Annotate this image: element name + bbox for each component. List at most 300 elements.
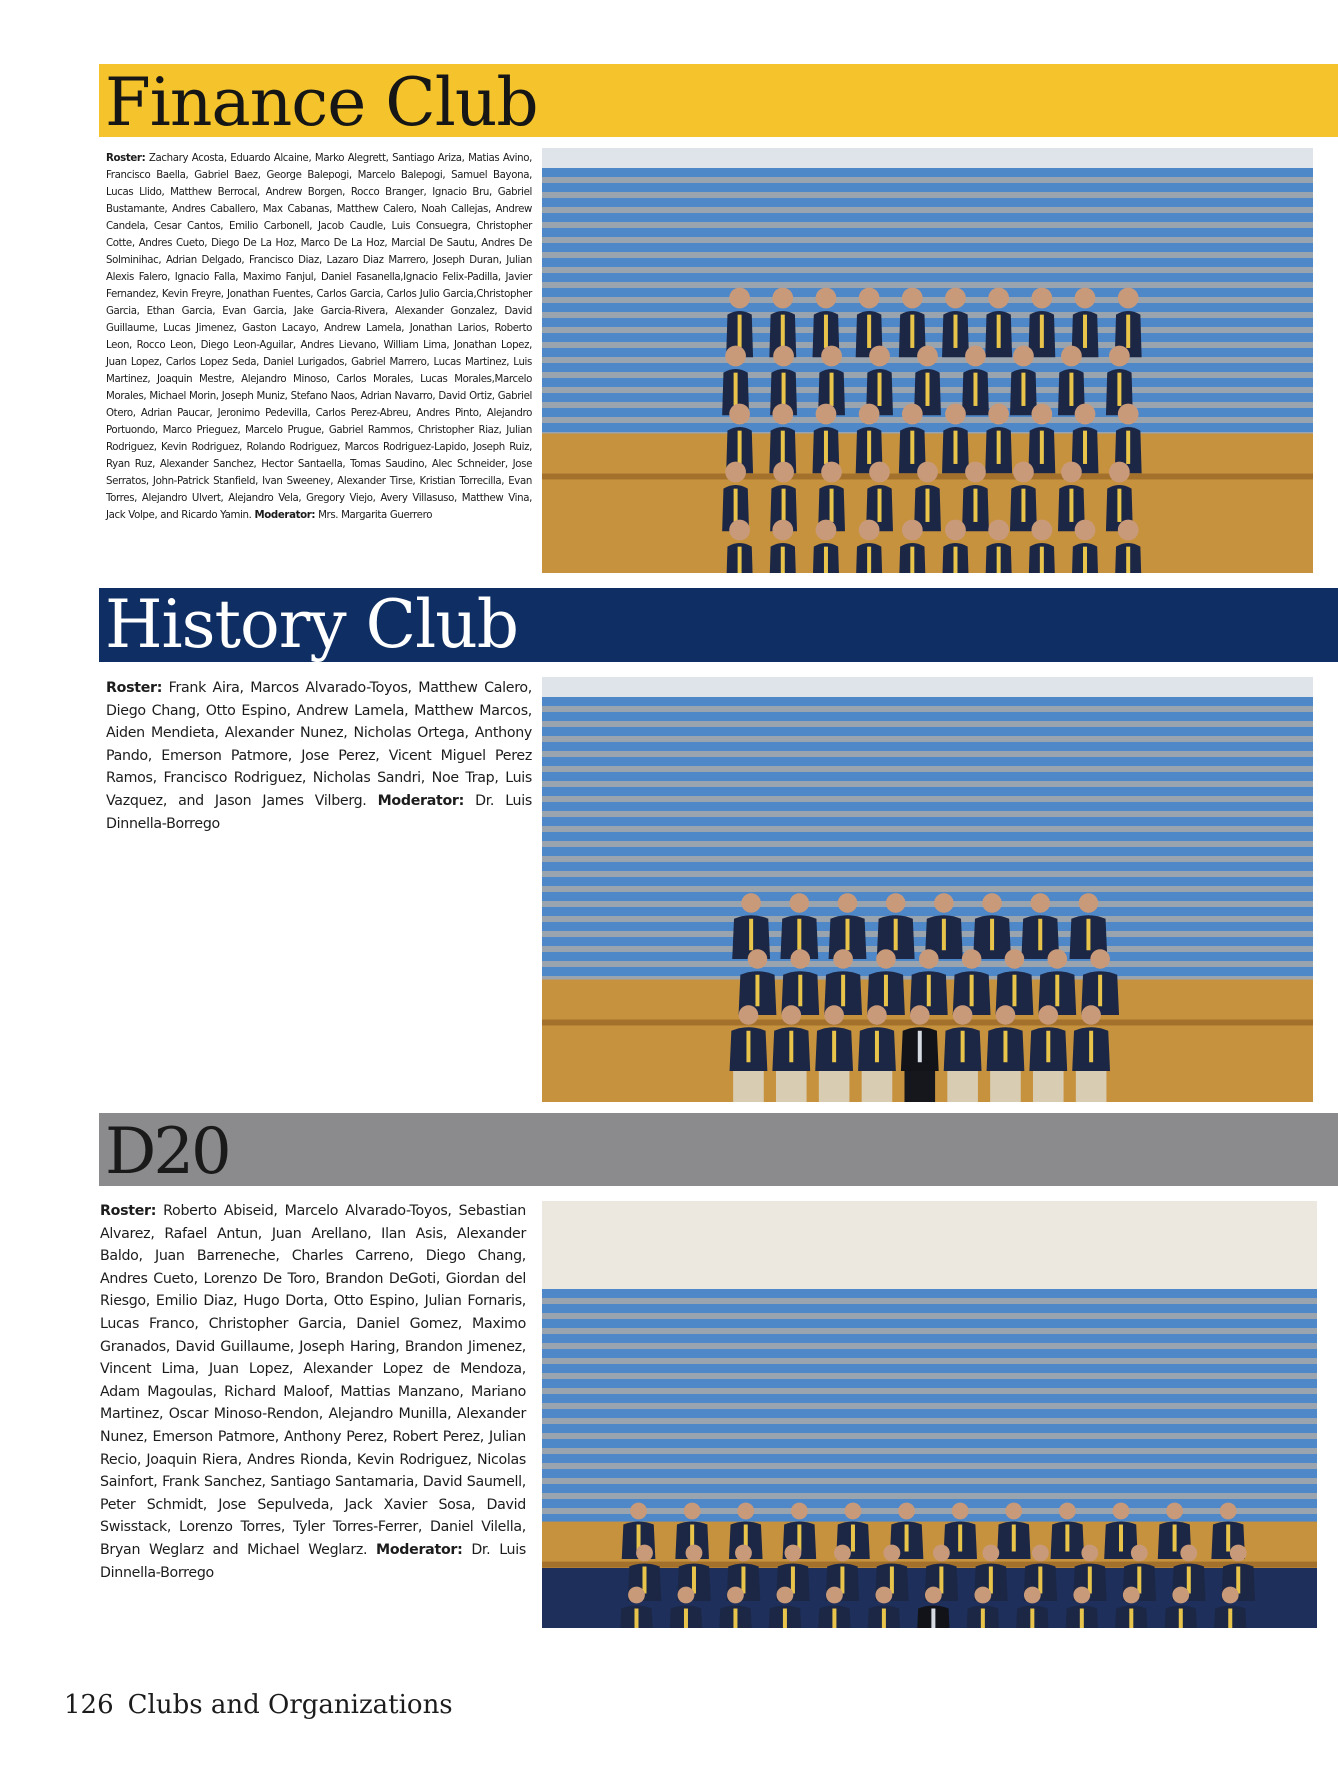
bleacher-row: [542, 288, 1313, 297]
bleacher-row: [542, 318, 1313, 327]
person-head: [1118, 288, 1139, 309]
bleacher-step: [542, 901, 1313, 907]
bleacher-step: [542, 1433, 1317, 1439]
person-head: [1222, 1587, 1239, 1604]
person-tie: [910, 431, 914, 464]
person-tie: [692, 1567, 696, 1594]
bleacher-step: [542, 1403, 1317, 1409]
person-head: [630, 1503, 647, 1520]
person-tie: [894, 919, 898, 951]
person-tie: [738, 431, 742, 464]
person-tie: [1055, 975, 1059, 1007]
person-tie: [782, 373, 786, 406]
moderator-label: Moderator:: [254, 510, 316, 521]
bleacher-step: [542, 826, 1313, 832]
bleacher-row: [542, 303, 1313, 312]
bleacher-row: [542, 168, 1313, 177]
roster-label: Roster:: [100, 1203, 157, 1219]
person-tie: [1012, 975, 1016, 1007]
d20-roster: [100, 1200, 526, 1584]
bleacher-step: [542, 856, 1313, 862]
person-head: [826, 1587, 843, 1604]
person-head: [934, 893, 954, 913]
person-tie: [878, 373, 882, 406]
person-tie: [910, 547, 914, 573]
moderator-label: Moderator:: [376, 1541, 463, 1558]
person-head: [686, 1545, 703, 1562]
bleacher-row: [542, 712, 1313, 721]
person-tie: [1088, 1567, 1092, 1594]
person-head: [883, 1545, 900, 1562]
person-tie: [1117, 489, 1121, 522]
person-tie: [824, 431, 828, 464]
person-head: [962, 949, 982, 969]
person-tie: [1040, 315, 1044, 348]
bleacher-row: [542, 907, 1313, 916]
person-head: [636, 1545, 653, 1562]
person-head: [917, 462, 938, 483]
person-head: [1030, 893, 1050, 913]
person-head: [838, 893, 858, 913]
bleacher-row: [542, 1424, 1317, 1433]
moderator-name: Dr. Luis Dinnella-Borrego: [100, 1541, 526, 1581]
person-tie: [1173, 1525, 1177, 1552]
person-tie: [797, 919, 801, 951]
d20-title: D20: [105, 1115, 229, 1186]
bleacher-row: [542, 1304, 1317, 1313]
person-tie: [973, 489, 977, 522]
person-tie: [738, 547, 742, 573]
bleacher-step: [542, 1493, 1317, 1499]
person-tie: [867, 547, 871, 573]
person-tie: [824, 315, 828, 348]
bleacher-step: [542, 1358, 1317, 1364]
group-photo-illustration: [542, 677, 1313, 1102]
person-head: [684, 1503, 701, 1520]
person-head: [773, 462, 794, 483]
person-head: [1131, 1545, 1148, 1562]
person-head: [725, 462, 746, 483]
person-tie: [781, 431, 785, 464]
finance-club-group-photo: [542, 148, 1313, 573]
person-head: [902, 404, 923, 425]
person-tie: [1126, 315, 1130, 348]
person-head: [729, 288, 750, 309]
person-head: [925, 1587, 942, 1604]
bleacher-row: [542, 742, 1313, 751]
bleacher-row: [542, 1439, 1317, 1448]
person-tie: [1179, 1609, 1183, 1629]
person-tie: [746, 1031, 750, 1063]
person-trousers: [819, 1071, 850, 1102]
person-tie: [875, 1031, 879, 1063]
group-photo-illustration: [542, 148, 1313, 573]
person-head: [982, 893, 1002, 913]
person-tie: [734, 373, 738, 406]
person-tie: [791, 1567, 795, 1594]
bleacher-step: [542, 237, 1313, 243]
bleacher-step: [542, 267, 1313, 273]
person-head: [1047, 949, 1067, 969]
person-head: [919, 949, 939, 969]
person-head: [996, 1005, 1016, 1025]
person-tie: [1083, 315, 1087, 348]
person-head: [727, 1587, 744, 1604]
bleacher-row: [542, 1394, 1317, 1403]
person-head: [1123, 1587, 1140, 1604]
moderator-name: Mrs. Margarita Guerrero: [318, 510, 433, 521]
bleacher-step: [542, 736, 1313, 742]
bleacher-step: [542, 177, 1313, 183]
person-tie: [734, 489, 738, 522]
group-photo-illustration: [542, 1201, 1317, 1628]
person-head: [1031, 288, 1052, 309]
person-tie: [782, 489, 786, 522]
person-tie: [953, 547, 957, 573]
roster-label: Roster:: [106, 153, 146, 164]
person-tie: [830, 373, 834, 406]
bleacher-step: [542, 1388, 1317, 1394]
person-head: [821, 346, 842, 367]
person-head: [1005, 949, 1025, 969]
person-head: [790, 893, 810, 913]
person-tie: [1228, 1609, 1232, 1629]
person-trousers: [1076, 1071, 1107, 1102]
person-head: [1109, 462, 1130, 483]
bleacher-step: [542, 841, 1313, 847]
bleacher-step: [542, 1373, 1317, 1379]
person-tie: [1069, 373, 1073, 406]
person-trousers: [947, 1071, 978, 1102]
person-head: [628, 1587, 645, 1604]
bleacher-row: [542, 832, 1313, 841]
person-head: [845, 1503, 862, 1520]
person-trousers: [904, 1071, 935, 1102]
person-head: [821, 462, 842, 483]
bleacher-step: [542, 1343, 1317, 1349]
bleacher-row: [542, 1334, 1317, 1343]
bleacher-step: [542, 1298, 1317, 1304]
person-head: [735, 1545, 752, 1562]
person-head: [859, 520, 880, 541]
bleacher-step: [542, 1478, 1317, 1484]
bleacher-step: [542, 766, 1313, 772]
person-tie: [781, 315, 785, 348]
bleacher-row: [542, 273, 1313, 282]
person-tie: [927, 975, 931, 1007]
bleacher-row: [542, 423, 1313, 432]
person-tie: [953, 315, 957, 348]
person-tie: [1187, 1567, 1191, 1594]
finance-club-banner: [99, 64, 1338, 137]
person-head: [1031, 520, 1052, 541]
person-head: [824, 1005, 844, 1025]
person-head: [1230, 1545, 1247, 1562]
person-head: [952, 1503, 969, 1520]
person-tie: [958, 1525, 962, 1552]
person-tie: [738, 315, 742, 348]
person-head: [1032, 1545, 1049, 1562]
person-tie: [1021, 373, 1025, 406]
bleacher-step: [542, 297, 1313, 303]
bleacher-step: [542, 282, 1313, 288]
person-head: [1180, 1545, 1197, 1562]
person-tie: [1069, 489, 1073, 522]
person-head: [1075, 520, 1096, 541]
person-head: [886, 893, 906, 913]
person-trousers: [1033, 1071, 1064, 1102]
bleacher-step: [542, 796, 1313, 802]
bleacher-row: [542, 1499, 1317, 1508]
bleacher-row: [542, 697, 1313, 706]
person-tie: [1126, 547, 1130, 573]
person-tie: [1038, 919, 1042, 951]
person-head: [945, 288, 966, 309]
bleacher-step: [542, 207, 1313, 213]
bleacher-step: [542, 252, 1313, 258]
person-tie: [684, 1609, 688, 1629]
person-head: [859, 404, 880, 425]
gym-ceiling: [542, 1201, 1317, 1291]
bleacher-step: [542, 1328, 1317, 1334]
person-head: [1013, 462, 1034, 483]
person-head: [902, 288, 923, 309]
person-tie: [926, 489, 930, 522]
history-club-banner: [99, 588, 1338, 662]
person-tie: [867, 431, 871, 464]
person-tie: [961, 1031, 965, 1063]
bleacher-step: [542, 1463, 1317, 1469]
person-trousers: [862, 1071, 893, 1102]
person-tie: [997, 315, 1001, 348]
person-tie: [789, 1031, 793, 1063]
person-head: [729, 520, 750, 541]
person-head: [965, 346, 986, 367]
person-tie: [830, 489, 834, 522]
person-head: [781, 1005, 801, 1025]
person-tie: [783, 1609, 787, 1629]
bleacher-step: [542, 871, 1313, 877]
roster-names: Zachary Acosta, Eduardo Alcaine, Marko Alegrett, Santiago Ariza, Matias Avino, Francisco Baella, Gabriel Baez, George Balepogi, Marcelo Balepogi, Samuel Bayona, Lucas Llido, Matthew Berrocal, Andrew Borgen, Rocco Branger, Ignacio Bru, Gabriel Bustamante, Andres Caballero, Max Cabanas, Matthew Calero, Noah Callejas, Andrew Candela, Cesar Cantos, Emilio Carbonell, Jacob Caudle, Luis Consuegra, Christopher Cotte, Andres Cueto, Diego De La Hoz, Marco De La Hoz, Marcial De Sautu, Andres De Solminihac, Adrian Delgado, Francisco Diaz, Lazaro Diaz Marrero, Joseph Duran, Julian Alexis Falero, Ignacio Falla, Maximo Fanjul, Daniel Fasanella,Ignacio Felix-Padilla, Javier Fernandez, Kevin Freyre, Jonathan Fuentes, Carlos Garcia, Carlos Julio Garcia,Christopher Garcia, Ethan Garcia, Evan Garcia, Jake Garcia-Rivera, Alexander Gonzalez, David Guillaume, Lucas Jimenez, Gaston Lacayo, Andrew Lamela, Jonathan Larios, Roberto Leon, Rocco Leon, Diego Leon-Aguilar, Andres Lievano, William Lima, Jonathan Lopez, Juan Lopez, Carlos Lopez Seda, Daniel Lurigados, Gabriel Marrero, Lucas Martinez, Luis Martinez, Joaquin Mestre, Alejandro Minoso, Carlos Morales, Lucas Morales,Marcelo Morales, Michael Morin, Joseph Muniz, Stefano Naos, Adrian Navarro, David Ortiz, Gabriel Otero, Adrian Paucar, Jeronimo Pedevilla, Carlos Perez-Abreu, Andres Pinto, Alejandro Portuondo, Marco Prieguez, Marcelo Prugue, Gabriel Rammos, Christopher Riaz, Julian Rodriguez, Kevin Rodriguez, Rolando Rodriguez, Marcos Rodriguez-Lapido, Joseph Ruiz, Ryan Ruz, Alexander Sanchez, Hector Santaella, Tomas Saudino, Alec Schneider, Jose Serratos, John-Patrick Stanfield, Ivan Sweeney, Alexander Tirse, Kristian Torrecilla, Evan Torres, Alejandro Ulvert, Alejandro Vela, Gregory Viejo, Avery Villasuso, Matthew Vina, Jack Volpe, and Ricardo Yamin.: [106, 153, 532, 521]
finance-club-roster: [106, 150, 532, 524]
person-head: [729, 404, 750, 425]
person-head: [974, 1587, 991, 1604]
person-head: [790, 949, 810, 969]
bleacher-row: [542, 817, 1313, 826]
person-head: [741, 893, 761, 913]
person-tie: [1098, 975, 1102, 1007]
person-tie: [1040, 547, 1044, 573]
d20-group-photo: [542, 1201, 1317, 1628]
bleacher-row: [542, 862, 1313, 871]
person-head: [833, 949, 853, 969]
bleacher-row: [542, 1379, 1317, 1388]
person-head: [1061, 462, 1082, 483]
person-tie: [1080, 1609, 1084, 1629]
bleacher-row: [542, 1409, 1317, 1418]
person-head: [1031, 404, 1052, 425]
bleacher-step: [542, 706, 1313, 712]
person-head: [933, 1545, 950, 1562]
person-head: [748, 949, 768, 969]
person-head: [1061, 346, 1082, 367]
person-head: [785, 1545, 802, 1562]
person-head: [859, 288, 880, 309]
person-head: [1113, 1503, 1130, 1520]
person-head: [898, 1503, 915, 1520]
person-tie: [990, 919, 994, 951]
person-head: [988, 520, 1009, 541]
bleacher-row: [542, 727, 1313, 736]
bleacher-row: [542, 213, 1313, 222]
bleacher-row: [542, 243, 1313, 252]
person-head: [1118, 404, 1139, 425]
person-head: [1090, 949, 1110, 969]
person-tie: [942, 919, 946, 951]
history-club-roster: [106, 677, 532, 835]
history-club-group-photo: [542, 677, 1313, 1102]
person-tie: [1083, 547, 1087, 573]
person-tie: [1046, 1031, 1050, 1063]
bleacher-row: [542, 333, 1313, 342]
person-head: [1079, 893, 1099, 913]
person-tie: [824, 547, 828, 573]
person-tie: [741, 1567, 745, 1594]
bleacher-step: [542, 886, 1313, 892]
bleacher-step: [542, 1448, 1317, 1454]
person-head: [772, 288, 793, 309]
person-tie: [1038, 1567, 1042, 1594]
person-head: [1013, 346, 1034, 367]
roster-names: Frank Aira, Marcos Alvarado-Toyos, Matthew Calero, Diego Chang, Otto Espino, Andrew Lamela, Matthew Marcos, Aiden Mendieta, Alexander Nunez, Nicholas Ortega, Anthony Pando, Emerson Patmore, Jose Perez, Vicent Miguel Perez Ramos, Francisco Rodriguez, Nicholas Sandri, Noe Trap, Luis Vazquez, and Jason James Vilberg.: [106, 680, 532, 809]
page-footer: [64, 1690, 453, 1720]
person-tie: [1126, 431, 1130, 464]
person-head: [1075, 404, 1096, 425]
person-head: [777, 1587, 794, 1604]
bleacher-row: [542, 198, 1313, 207]
bleacher-step: [542, 811, 1313, 817]
person-tie: [846, 919, 850, 951]
person-tie: [878, 489, 882, 522]
bleacher-row: [542, 892, 1313, 901]
person-head: [1220, 1503, 1237, 1520]
person-head: [988, 288, 1009, 309]
person-head: [953, 1005, 973, 1025]
person-tie: [1030, 1609, 1034, 1629]
person-tie: [997, 547, 1001, 573]
bleacher-row: [542, 258, 1313, 267]
finance-club-title: Finance Club: [105, 64, 538, 137]
person-tie: [851, 1525, 855, 1552]
person-tie: [1012, 1525, 1016, 1552]
bleacher-step: [542, 1313, 1317, 1319]
bleacher-step: [542, 781, 1313, 787]
bleacher-row: [542, 847, 1313, 856]
person-tie: [910, 315, 914, 348]
person-tie: [733, 1609, 737, 1629]
person-tie: [890, 1567, 894, 1594]
person-head: [1073, 1587, 1090, 1604]
bleacher-step: [542, 192, 1313, 198]
person-head: [867, 1005, 887, 1025]
person-head: [910, 1005, 930, 1025]
person-tie: [953, 431, 957, 464]
person-tie: [970, 975, 974, 1007]
person-head: [1038, 1005, 1058, 1025]
person-head: [1005, 1503, 1022, 1520]
bleacher-row: [542, 772, 1313, 781]
person-head: [988, 404, 1009, 425]
person-head: [816, 520, 837, 541]
person-head: [1081, 1005, 1101, 1025]
bleacher-step: [542, 721, 1313, 727]
person-tie: [781, 547, 785, 573]
bleacher-step: [542, 751, 1313, 757]
person-head: [1172, 1587, 1189, 1604]
person-tie: [1117, 373, 1121, 406]
person-tie: [1226, 1525, 1230, 1552]
person-tie: [867, 315, 871, 348]
bleacher-row: [542, 228, 1313, 237]
person-trousers: [990, 1071, 1021, 1102]
bleacher-row: [542, 1469, 1317, 1478]
person-tie: [1236, 1567, 1240, 1594]
person-tie: [997, 431, 1001, 464]
person-head: [917, 346, 938, 367]
roster-names: Roberto Abiseid, Marcelo Alvarado-Toyos, Sebastian Alvarez, Rafael Antun, Juan Arellano, Ilan Asis, Alexander Baldo, Juan Barreneche, Charles Carreno, Diego Chang, Andres Cueto, Lorenzo De Toro, Brandon DeGoti, Giordan del Riesgo, Emilio Diaz, Hugo Dorta, Otto Espino, Julian Fornaris, Lucas Franco, Christopher Garcia, Daniel Gomez, Maximo Granados, David Guillaume, Joseph Haring, Brandon Jimenez, Vincent Lima, Juan Lopez, Alexander Lopez de Mendoza, Adam Magoulas, Richard Maloof, Mattias Manzano, Mariano Martinez, Oscar Minoso-Rendon, Alejandro Munilla, Alexander Nunez, Emerson Patmore, Anthony Perez, Robert Perez, Julian Recio, Joaquin Riera, Andres Rionda, Kevin Rodriguez, Nicolas Sainfort, Frank Sanchez, Santiago Santamaria, David Saumell, Peter Schmidt, Jose Sepulveda, Jack Xavier Sosa, David Swisstack, Lorenzo Torres, Tyler Torres-Ferrer, Daniel Vilella, Bryan Weglarz and Michael Weglarz.: [100, 1203, 526, 1558]
person-head: [1166, 1503, 1183, 1520]
person-tie: [634, 1609, 638, 1629]
bleacher-step: [542, 1418, 1317, 1424]
bleacher-row: [542, 183, 1313, 192]
person-head: [945, 520, 966, 541]
person-tie: [884, 975, 888, 1007]
person-head: [1075, 288, 1096, 309]
person-tie: [840, 1567, 844, 1594]
person-head: [965, 462, 986, 483]
person-tie: [1003, 1031, 1007, 1063]
person-tie: [1021, 489, 1025, 522]
person-tie: [926, 373, 930, 406]
person-tie: [905, 1525, 909, 1552]
person-tie: [1129, 1609, 1133, 1629]
person-tie: [981, 1609, 985, 1629]
person-trousers: [776, 1071, 807, 1102]
bleacher-row: [542, 802, 1313, 811]
person-trousers: [733, 1071, 764, 1102]
moderator-label: Moderator:: [377, 792, 465, 809]
person-head: [1118, 520, 1139, 541]
person-head: [773, 346, 794, 367]
person-head: [739, 1005, 759, 1025]
person-head: [1081, 1545, 1098, 1562]
bleacher-step: [542, 222, 1313, 228]
person-head: [869, 462, 890, 483]
person-tie: [798, 975, 802, 1007]
person-head: [725, 346, 746, 367]
person-head: [678, 1587, 695, 1604]
person-tie: [931, 1609, 935, 1629]
bleacher-row: [542, 757, 1313, 766]
bleacher-row: [542, 1454, 1317, 1463]
person-tie: [973, 373, 977, 406]
roster-label: Roster:: [106, 680, 163, 696]
person-tie: [841, 975, 845, 1007]
person-tie: [989, 1567, 993, 1594]
moderator-name: Dr. Luis Dinnella-Borrego: [106, 792, 532, 832]
bleacher-row: [542, 1364, 1317, 1373]
person-tie: [939, 1567, 943, 1594]
